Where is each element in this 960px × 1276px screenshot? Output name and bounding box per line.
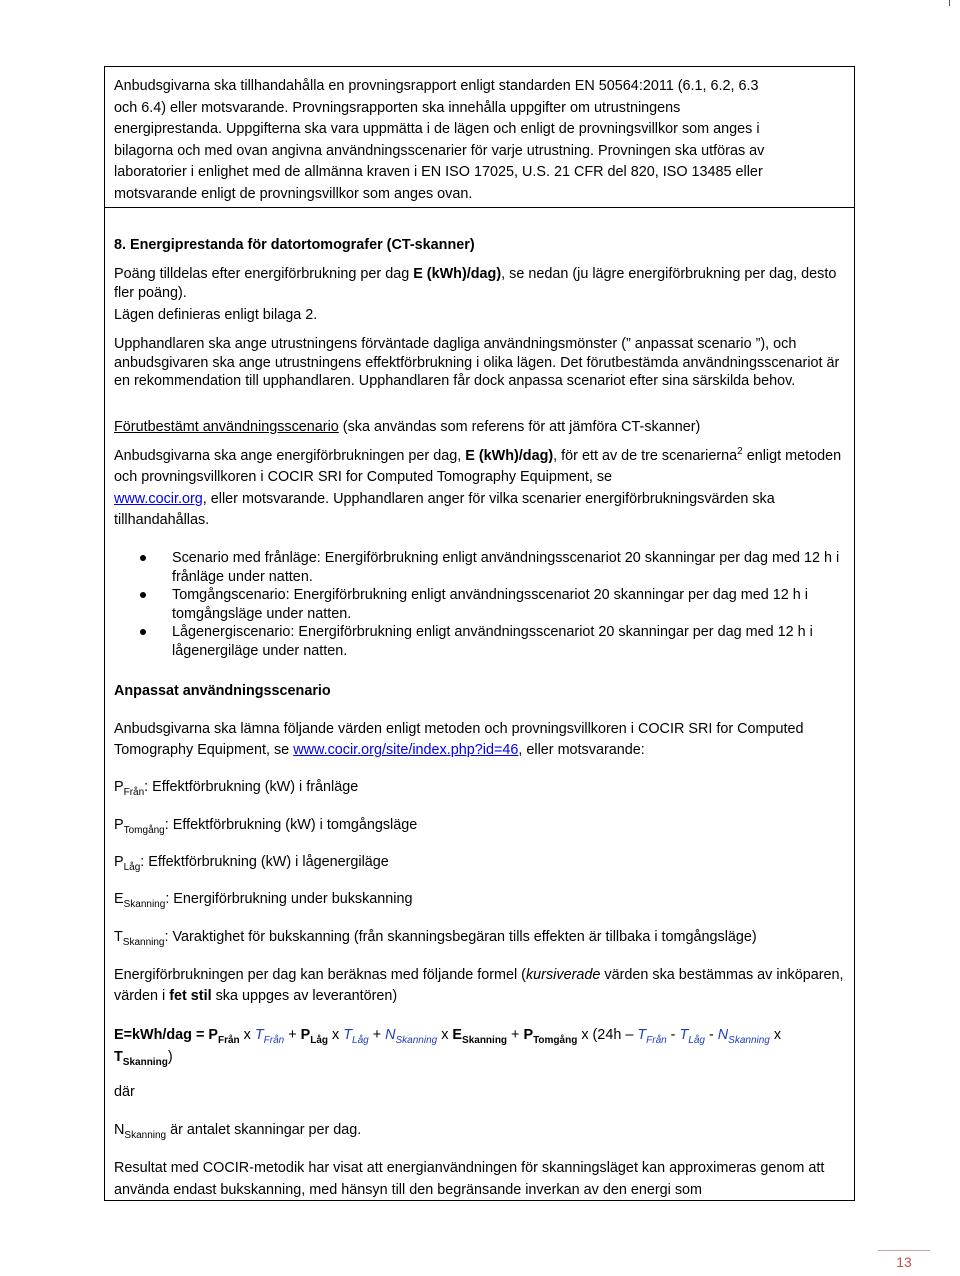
box-divider [104, 207, 855, 208]
predefined-scenario-paragraph: Förutbestämt användningsscenario (ska användas som referens för att jämföra CT-skanner) [114, 419, 701, 435]
definition-p-tomgang: $P_{Tomgång}$: Effektförbrukning (kW) i tomgångsläge [114, 817, 418, 836]
formula-intro: Energiförbrukningen per dag kan beräknas med följande formel (kursiverade värden ska bestämmas av inköparen, värden i fet stil ska uppges av leverantören) [114, 967, 844, 1005]
result-paragraph: Resultat med COCIR-metodik har visat att energianvändningen för skanningsläget kan approximeras genom att använda endast bukskanning, med hänsyn till den begränsande inverkan av den energi som [114, 1160, 825, 1198]
usage-pattern-paragraph: Upphandlaren ska ange utrustningens förväntade dagliga användningsmönster (” anpassat scenario ”), och anbudsgivaren ska ange utrustningens effektförbrukning i olika lägen. Det förutbestämda användningsscenariot är en rekommendation till upphandlaren. Upphandlaren får dock anpassa scenariot efter sina särskilda behov. [114, 336, 840, 390]
list-item: Tomgångscenario: Energiförbrukning enligt användningsscenariot 20 skanningar per dag med 12 h i tomgångsläge under natten. [140, 586, 850, 623]
adapted-paragraph: Anbudsgivarna ska lämna följande värden enligt metoden och provningsvillkoren i COCIR SRI for Computed Tomography Equipment, se www.cocir.org/site/index.php?id=46, eller motsvarande: [114, 721, 804, 759]
definition-e-skanning: $E_{Skanning}$: Energiförbrukning under bukskanning [114, 891, 413, 910]
top-line-4: bilagorna och med ovan angivna användningsscenarier för varje utrustning. Provningen ska utföras av [114, 142, 765, 159]
top-line-5: laboratorier i enlighet med de allmänna kraven i EN ISO 17025, U.S. 21 CFR del 820, ISO 13485 eller [114, 164, 763, 181]
points-paragraph: Poäng tilldelas efter energiförbrukning per dag E (kWh)/dag), se nedan (ju lägre energiförbrukning per dag, desto fler poäng). [114, 266, 837, 301]
top-line-3: energiprestanda. Uppgifterna ska vara uppmätta i de lägen och enligt de provningsvillkor som anges i [114, 121, 760, 138]
definition-t-skanning: $T_{Skanning}$: Varaktighet för bukskanning (från skanningsbegäran tills effekten är tillbaka i tomgångsläge) [114, 929, 757, 948]
scenario-list [140, 549, 850, 661]
list-item: Scenario med frånläge: Energiförbrukning enligt användningsscenariot 20 skanningar per dag med 12 h i frånläge under natten. [140, 549, 850, 586]
page-number: 13 [896, 1254, 912, 1270]
adapted-heading: Anpassat användningsscenario [114, 683, 331, 699]
top-box-text [114, 76, 849, 206]
corner-mark [949, 0, 950, 6]
definition-p-lag: $P_{Låg}$: Effektförbrukning (kW) i lågenergiläge [114, 854, 389, 873]
bullet-icon [140, 629, 146, 635]
bidders-paragraph: Anbudsgivarna ska ange energiförbrukningen per dag, E (kWh)/dag), för ett av de tre scenarierna$^2$ enligt metoden och provningsvillkoren i COCIR SRI for Computed Tomography Equipment, se www.cocir.org, eller motsvarande. Upphandlaren anger för vilka scenarier energiförbrukningsvärden ska tillhandahållas. [114, 446, 842, 529]
top-line-2: och 6.4) eller motsvarande. Provningsrapporten ska innehålla uppgifter om utrustningens [114, 99, 681, 116]
top-line-1: Anbudsgivarna ska tillhandahålla en provningsrapport enligt standarden EN 50564:2011 (6.1, 6.2, 6.3 [114, 78, 759, 94]
dar-label: där [114, 1084, 135, 1100]
page-number-rule [878, 1250, 930, 1251]
list-item: Lågenergiscenario: Energiförbrukning enligt användningsscenariot 20 skanningar per dag med 12 h i lågenergiläge under natten. [140, 623, 850, 660]
bullet-icon [140, 592, 146, 598]
energy-formula: $E=kWh/dag = P_{Från}$ x $T_{Från} + P_{Låg}$ x $T_{Låg} + N_{Skanning}$ x $E_{Skanning} + P_{Tomgång}$ x ($24h - T_{Från} - T_{Låg} - N_{Skanning}$ x $T_{Skanning}$) [114, 1027, 782, 1068]
cocir-link[interactable]: www.cocir.org [114, 490, 203, 507]
n-definition: $N_{Skanning}$ är antalet skanningar per dag. [114, 1122, 362, 1141]
section-heading: 8. Energiprestanda för datortomografer (CT-skanner) [114, 237, 475, 253]
bullet-icon [140, 555, 146, 561]
cocir-index-link[interactable]: www.cocir.org/site/index.php?id=46 [293, 742, 519, 759]
top-line-6: motsvarande enligt de provningsvillkor som anges ovan. [114, 185, 473, 202]
modes-paragraph: Lägen definieras enligt bilaga 2. [114, 307, 318, 323]
definition-p-fran: $P_{Från}$: Effektförbrukning (kW) i frånläge [114, 779, 359, 798]
